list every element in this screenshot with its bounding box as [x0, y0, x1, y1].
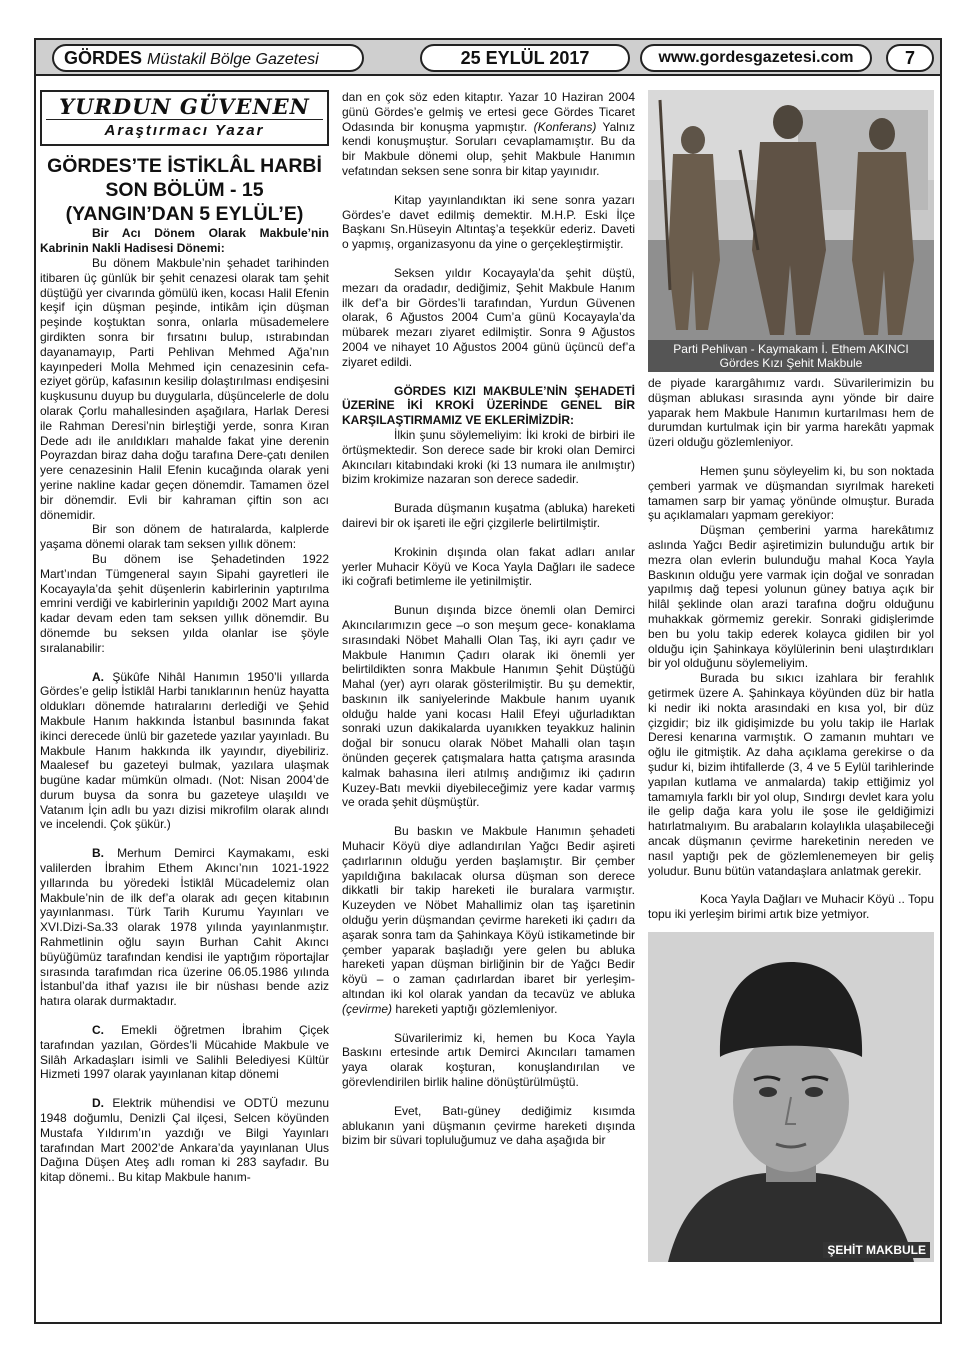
column-2	[342, 90, 635, 1148]
paragraph: Burada düşmanın kuşatma (abluka) hareketi dairevi bir ok işareti ile eğri çizgilerle belirtilmiştir.	[342, 501, 635, 530]
paragraph-d	[40, 1096, 329, 1185]
paragraph: Süvarilerimiz ki, hemen bu Koca Yayla Baskını ertesinde artık Demirci Akıncıları tamamen yaya olarak koşturan, konuşlandırılan ve görevlendirilen birlik haline dönüştürülmüştü.	[342, 1030, 635, 1090]
author-role: Araştırmacı Yazar	[46, 119, 323, 142]
website-link[interactable]: www.gordesgazetesi.com	[640, 44, 872, 72]
item-text: Merhum Demirci Kaymakamı, eski valilerden İbrahim Ethem Akıncı’nın 1021-1922 yıllarında bu yöredeki İstiklâl Mücadelemiz olan Makbule’nin de ilk def’a olarak adı geçen kitabının yayınlanması. Türk Tarih Kurumu Yayınları ve XVI.Dizi-Sa.33 olarak 1978 yılında yayınlanmıştır. Rahmetlinin oğlu sayın Burhan Cahit Akıncı büyüğümüz tarafından kendisi ile yaptığım röportajlar sırasında tarafımdan rica üzerine 06.05.1986 yılında İstanbul’da ithaf yazısı ile bir nüshası bende aziz hatıra olarak durmaktadır.	[40, 846, 329, 1009]
paragraph: Bu dönem Makbule’nin şehadet tarihinden itibaren üç günlük bir şehit cenazesi olarak tam şehit düştüğü yer civarında gömülü iken, kocası Halil Efenin keşif için düşman peşinde, intikâm için düşman peşinde koştuktan sonra, onlarla müsademelere girdikten sonra bir fırsatını bulup, ıstırabından dayanamayıp, Parti Pehlivan Mehmed Ağa’nın kayınpederi Molla Mehmed için cenazesinin cefa-eziyet görüp, kafasının kesilip dolaştırılması endişesini kuşkusunu duyup bu duygularla, düşüncelerle de dolu olarak Çorlu mahallesinden aşağılara, Harlak Deresi ile Rahman Deresi’nin birleştiği yerde, sonra Kıran Dede adı ile anıldıkları mahalde fakat yine derenin Poyrazdan biraz daha doğu tarafına Dere-çatı denilen yere cenazesinin Halil Efenin kucağında olarak yeni yerine nakline kadar geçen dönemdir. Tamamen özel bir dönemdir. Evli bir kahraman çiftin son acı dönemidir.	[40, 256, 329, 522]
page-number: 7	[886, 44, 934, 72]
paragraph: Koca Yayla Dağları ve Muhacir Köyü .. Topu topu iki yerleşim birimi artık bize yetmiyor.	[648, 892, 934, 922]
statue-photo	[648, 90, 934, 340]
title-line-2: SON BÖLÜM - 15	[105, 179, 264, 201]
paragraph-a	[40, 670, 329, 833]
title-line-3: (YANGIN’DAN 5 EYLÜL’E)	[65, 203, 304, 225]
paragraph: Bu dönem ise Şehadetinden 1922 Mart’ından Tümgeneral sayın Sipahi gayretleri ile Kocayayla’da şehit düşenlerin kabirlerinin yaptırılma emrini verdiği ve kabirlerinin yapıldığı 2002 Mart ayına kadar devam eden tam seksen yıllık dönemdir. Bu dönemde bu seksen yılda olanlar ise şöyle sıralanabilir:	[40, 551, 329, 655]
paragraph	[342, 90, 635, 179]
paragraph	[342, 824, 635, 1016]
item-label: B.	[92, 846, 104, 861]
text-run: hareketi yaptığı gözlemleniyor.	[395, 1001, 558, 1016]
item-label: C.	[92, 1023, 104, 1038]
portrait-caption: ŞEHİT MAKBULE	[823, 1242, 930, 1258]
paragraph: Bunun dışında bizce önemli olan Demirci Akıncılarımızın gece –o son meşum gece- konaklama sırasındaki Nöbet Mahalli Olan Taş, iki ayrı çadır ve Makbule Hanımın Çadırı olarak iki önemli yer belirtildikten sonra Makbule Hanımın Şehit Düştüğü Mahal (yer) ayrı olarak gösterilmiştir. Bu şu demektir, baskının ilk saniyelerinde Makbule hanım uyanık olduğu halde yani kocası Halil Efeyi uğurladıktan sonraki uzun dakikalarda uyanıkken teyakkuz halinin doğal bir sonucu olarak Nöbet Mahalli olan taşın önünden geçerek çatışmalara hatta çatışma arasında kalmak bahasına ileri atılmış andığımız iki çadırın Kuzey-Batı mevkii diyebileceğimiz yere kadar varmış ve orada şehit düşmüştür.	[342, 603, 635, 810]
text-run: (Konferans)	[533, 119, 597, 134]
section-heading: GÖRDES KIZI MAKBULE’NİN ŞEHADETİ ÜZERİNE İKİ KROKİ ÜZERİNDE GENEL BİR KARŞILAŞTIRMAMIZ VE EKLERİMİZDİR:	[342, 383, 635, 428]
item-text: Şükûfe Nihâl Hanımın 1950’li yıllarda Gördes’e gelip İstiklâl Harbi tanıklarının henüz hayatta oldukları dönemde hatıralarını derlediği ve Şehid Makbule Hanım hakkında İstanbul basınında fakat ikinci derecede ünlü bir gazetede yazılar yayınladı. Bu Makbule Hanım hakkında ilk yayındır, diyebiliriz. Maalesef bu gazeteyi bulmak, yazılara ulaşmak bugüne kadar mümkün olmadı. (Not: Nisan 2004’de durum buysa da sonra bu gazeteye ulaşıldı ve Vatanım İçin adlı bu yazı dizisi mikrofilm olarak alındı ve incelendi. Çok şükür.)	[40, 669, 329, 832]
paragraph: İlkin şunu söylemeliyim: İki kroki de birbiri ile örtüşmektedir. Son derece sade bir kroki olan Demirci Akıncıları kitabındaki kroki (ki 13 numara ile anılmıştır) bizim krokimize nazaran son derece sadedir.	[342, 427, 635, 487]
item-label: D.	[92, 1096, 104, 1111]
item-label: A.	[92, 669, 104, 684]
brand-name: GÖRDES	[64, 48, 143, 68]
paragraph: Krokinin dışında olan fakat adları anılar yerler Muhacir Köyü ve Koca Yayla Dağları ile sadece iki coğrafi betimleme ile yetinilmiştir.	[342, 544, 635, 589]
issue-date: 25 EYLÜL 2017	[420, 44, 630, 72]
author-name: YURDUN GÜVENEN	[59, 94, 310, 119]
column-3-body	[648, 376, 934, 922]
text-run: Bu baskın ve Makbule Hanımın şehadeti Muhacir Köyü diye adlandırılan Yağcı Bedir aşireti çadırlarının olduğu yerden başlamıştır. Bir çember yapıldığına bakılacak olursa düşman son derece dikkatli bir takip hareketi ile buralara varmıştır. Kuzeyden ve Nöbet Mahallimiz olan taş işaretinin olduğu yerin düşmandan çevirme hareketi iki çadırı da aşarak sonra tam da Şahinkaya Köyü istikametinde bir çember yaparak başladığı yere gelen bu abluka hareketi yapan düşman birliğinin bir de Yağcı Bedir köyü – o zaman çadırlardan ibaret bir yerleşim- altından iki kol olarak yandan da tecavüz ve abluka	[342, 824, 635, 1002]
article-title	[40, 154, 329, 226]
title-line-1: GÖRDES’TE İSTİKLÂL HARBİ	[47, 155, 322, 177]
photo-caption	[648, 340, 934, 372]
caption-line-2: Gördes Kızı Şehit Makbule	[719, 356, 863, 370]
paragraph-c	[40, 1023, 329, 1082]
brand-subtitle: Müstakil Bölge Gazetesi	[147, 51, 319, 68]
item-text: Elektrik mühendisi ve ODTÜ mezunu 1948 doğumlu, Denizli Çal ilçesi, Selcen köyünden Mustafa Yıldırım’ın yazdığı ve Bilgi Yayınları tarafından Mart 2002’de Ankara’da yayınlanan Ulus Dağına Düşen Ateş adlı roman ki 283 sayfadır. Bu kitap dönemi.. Bu kitap Makbule hanım-	[40, 1096, 329, 1185]
paragraph: Hemen şunu söyleyelim ki, bu son noktada çemberi yarmak ve düşmandan sıyrılmak hareketi tamamen sarp bir yamaç yönünde olmuştur. Burada şu açıklamaları yapmam gerekiyor:	[648, 463, 934, 523]
paragraph: Seksen yıldır Kocayayla’da şehit düştü, mezarı da oradadır, dediğimiz, Şehit Makbule Hanım ilk def’a bir Gördes’li tarafından, Yurdun Güvenen olarak, 6 Ağustos 2004 Cum’a günü Kocayayla’da mübarek mezarı ziyaret edilmiştir. Sonra 9 Ağustos 2004 ve nihayet 10 Ağustos 2004 günü üçüncü def’a ziyaret edildi.	[342, 265, 635, 369]
caption-line-1: Parti Pehlivan - Kaymakam İ. Ethem AKINCI	[673, 342, 909, 356]
column-3	[648, 90, 934, 1262]
text-run: Yalnız kendi konuşmuştur. Soruları cevaplamamıştır. Bu da bir Makbule dönemi olup, şehit Makbule Hanımın vefatından seksen sene sonra bir kitap yayınıdır.	[342, 119, 635, 178]
article-subheading: Bir Acı Dönem Olarak Makbule’nin Kabrinin Nakli Hadisesi Dönemi:	[40, 226, 329, 255]
paragraph-b	[40, 846, 329, 1009]
paragraph: Kitap yayınlandıktan iki sene sonra yazarı Gördes’e davet edilmiş demektir. M.H.P. Eski İlçe Başkanı Sn.Hüseyin Altıntaş’a teşekkür ederiz. Daveti o yapmış, organizasyonu da yine o gerçekleştirmiştir.	[342, 192, 635, 252]
item-text: Emekli öğretmen İbrahim Çiçek tarafından yazılan, Gördes’li Mücahide Makbule ve Silâh Arkadaşları isimli ve Salihli Belediyesi Kültür Hizmeti 1997 olarak yayınlanan kitap dönemi	[40, 1023, 329, 1082]
portrait-photo	[648, 932, 934, 1262]
paragraph: de piyade karargâhımız vardı. Süvarilerimizin bu düşman ablukası sırasında aynı yönde bir daire yaparak hem Makbule Hanımın kurtarılması hem de durumdan kurtulmak için bir yarma harekâtı yapmak üzeri olduğu gözlemleniyor.	[648, 376, 934, 450]
text-run: (çevirme)	[342, 1001, 392, 1016]
paragraph: Burada bu sıkıcı izahlara bir ferahlık getirmek üzere A. Şahinkaya köyünden düz bir hatla ki nedir iki nokta arasındaki en kısa yol, bir düz çizgidir; biz ilk gidişimizde bu yolu takip ile Harlak Deresi kenarına varmıştık. O zamanın muhtarı ve oğlu ile gitmiştik. Az daha açıklama gerekirse o da şudur ki, bizim ihtifallerde (3, 4 ve 5 Eylül tarihlerinde yapılan kutlama ve anmalarda) takip ettiğimiz yol tamamıyla farklı bir yol olup, Sındırgı devlet kara yolu ile gelip dağa kara yolu ile şose ile geldiğimizi hatırlatmalıyım. Bu arabaların kolaylıkla ulaşabileceği ancak düşmanın çevirme hareketinin nereden ve nasıl yaptığı pek de gözlemlenemeyen bir geliş yoludur. Bunu bütün vatandaşlara anlatmak gerekir.	[648, 671, 934, 878]
portrait-image	[648, 932, 934, 1262]
paragraph: Evet, Batı-güney dediğimiz kısımda ablukanın yani düşmanın çevirme hareketi dışında bizim bir süvari topluluğumuz ve daha aşağıda bir	[342, 1103, 635, 1148]
text-run: dan en çok söz eden kitaptır. Yazar 10 Haziran 2004 günü Gördes’e gelmiş ve ertesi gece Gördes Ticaret Odasında bir konuşma yapmıştır.	[342, 90, 635, 134]
author-box	[40, 90, 329, 146]
column-1-body	[40, 256, 329, 1185]
column-1	[40, 90, 329, 1185]
masthead	[52, 44, 364, 72]
paragraph: Düşman çemberini yarma harekâtımız aslında Yağcı Bedir aşiretimizin bulunduğu artık bir mezra olan evlerin bulunduğu mahal Koca Yayla Baskının olduğu yere varmak için doğal ve sonradan yapılmış dağ tepesi yolunun güney batıya açık bir hilâl şeklinde olan arazi tarafına doğru olduğunu muhakkak görmemiz gerekir. Sonraki gidişlerimde ben bu yolu takip ederek kolayca gidilen bir yol olduğu için Şahinkaya köylülerinin beni ulaştırdıkları bir yol olduğunu söylemeliyim.	[648, 523, 934, 671]
paragraph: Bir son dönem de hatıralarda, kalplerde yaşama dönemi olarak tam seksen yıllık dönem:	[40, 522, 329, 552]
statue-photo-image	[648, 90, 934, 340]
